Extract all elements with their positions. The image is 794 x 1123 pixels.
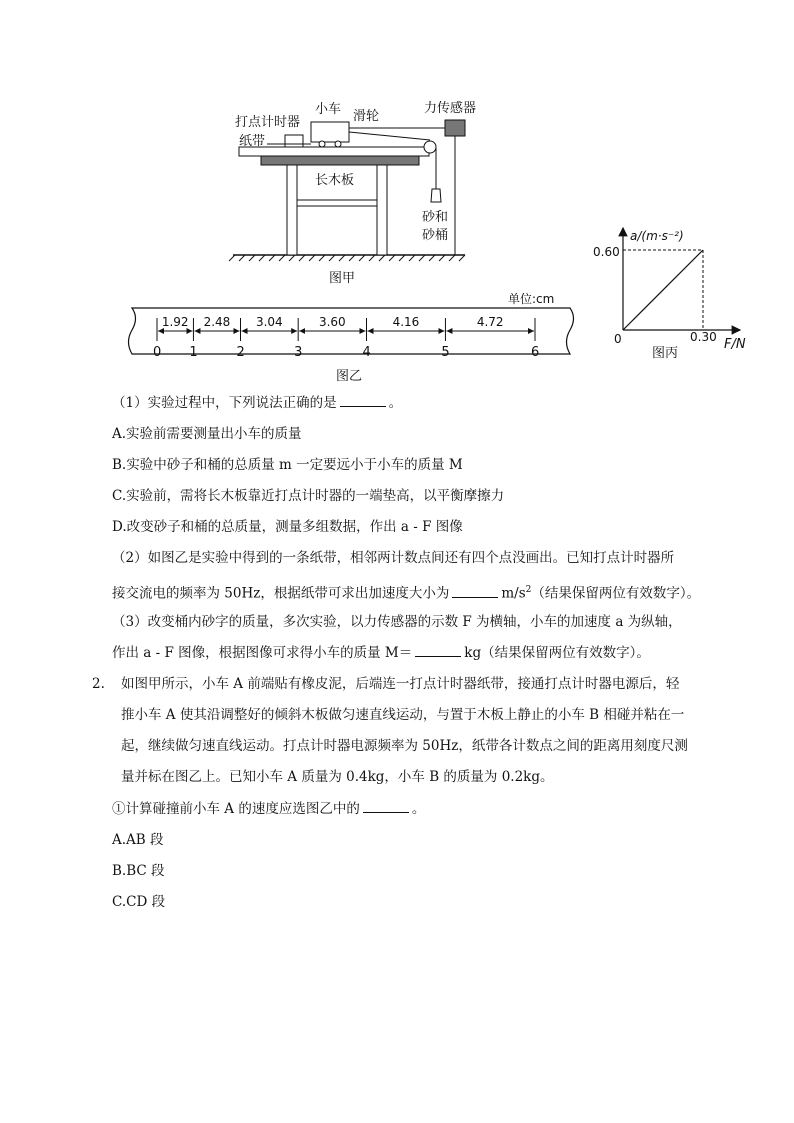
- p2-option-c: C.CD 段: [112, 894, 166, 910]
- q2-blank[interactable]: [452, 584, 498, 598]
- q3-line-1: （3）改变桶内砂字的质量，多次实验，以力传感器的示数 F 为横轴，小车的加速度 a 为纵轴，: [112, 614, 682, 630]
- tape-distance-label: 4.16: [392, 315, 420, 329]
- tape-figure: [122, 288, 582, 386]
- p2-number: 2.: [92, 676, 105, 692]
- p2-line-4: 量并标在图乙上。已知小车 A 质量为 0.4kg，小车 B 的质量为 0.2kg。: [121, 769, 554, 785]
- q1-option-d: D.改变砂子和桶的总质量，测量多组数据，作出 a - F 图像: [112, 519, 463, 535]
- tape-distance-label: 4.72: [476, 315, 504, 329]
- graph-y-label: a/(m·s⁻²): [630, 229, 684, 243]
- a-f-graph: [590, 222, 760, 364]
- tape-distance-label: 3.04: [255, 315, 283, 329]
- q1-option-c: C.实验前，需将长木板靠近打点计时器的一端垫高，以平衡摩擦力: [112, 488, 505, 504]
- tape-point-label: 4: [362, 345, 371, 360]
- p2-blank[interactable]: [363, 799, 409, 813]
- caption-fig-c: 图丙: [652, 346, 679, 361]
- label-sensor: 力传感器: [424, 101, 477, 116]
- tape-point-label: 3: [294, 345, 303, 360]
- graph-x-tick: 0.30: [690, 330, 717, 344]
- p2-option-b: B.BC 段: [112, 863, 165, 879]
- tape-point-label: 1: [189, 345, 198, 360]
- q1-blank[interactable]: [340, 393, 386, 407]
- p2-sub-question: ①计算碰撞前小车 A 的速度应选图乙中的 。: [112, 801, 426, 817]
- apparatus-figure: [225, 92, 485, 287]
- tape-point-label: 2: [236, 345, 245, 360]
- tape-point-label: 0: [153, 345, 162, 360]
- graph-y-tick: 0.60: [593, 245, 620, 259]
- q3-line-2: 作出 a - F 图像，根据图像可求得小车的质量 M＝ kg（结果保留两位有效数字）。: [112, 645, 650, 661]
- tape-point-label: 5: [441, 345, 450, 360]
- tape-distance-label: 2.48: [203, 315, 231, 329]
- graph-data-line: [623, 250, 703, 330]
- tape-distance-label: 3.60: [318, 315, 346, 329]
- label-cart: 小车: [315, 102, 342, 117]
- graph-origin: 0: [614, 332, 622, 346]
- q3-blank[interactable]: [415, 643, 461, 657]
- label-board: 长木板: [315, 173, 355, 188]
- label-pulley: 滑轮: [353, 109, 380, 124]
- tape-distance-label: 1.92: [161, 315, 189, 329]
- q1-stem: （1）实验过程中，下列说法正确的是 。: [112, 395, 403, 411]
- graph-x-label: F/N: [724, 337, 746, 352]
- p2-line-2: 推小车 A 使其沿调整好的倾斜木板做匀速直线运动，与置于木板上静止的小车 B 相碰并粘在一: [121, 707, 685, 723]
- p2-option-a: A.AB 段: [112, 832, 164, 848]
- label-bucket-2: 砂桶: [422, 228, 449, 243]
- p2-line-3: 起，继续做匀速直线运动。打点计时器电源频率为 50Hz，纸带各计数点之间的距离用刻度尺测: [121, 738, 688, 754]
- label-bucket-1: 砂和: [422, 210, 449, 225]
- label-tape: 纸带: [239, 134, 266, 149]
- tape-point-label: 6: [531, 345, 540, 360]
- q1-option-b: B.实验中砂子和桶的总质量 m 一定要远小于小车的质量 M: [112, 457, 463, 473]
- q2-line-1: （2）如图乙是实验中得到的一条纸带，相邻两计数点间还有四个点没画出。已知打点计时器所: [112, 550, 675, 566]
- caption-fig-a: 图甲: [329, 271, 356, 286]
- q2-line-2: 接交流电的频率为 50Hz，根据纸带可求出加速度大小为 $m/s^2$（结果保留两位有效数字）。: [112, 585, 701, 602]
- label-timer: 打点计时器: [235, 115, 301, 130]
- p2-line-1: 如图甲所示，小车 A 前端贴有橡皮泥，后端连一打点计时器纸带，接通打点计时器电源后，轻: [121, 676, 680, 692]
- caption-fig-b: 图乙: [336, 369, 363, 384]
- tape-unit: 单位:cm: [508, 292, 555, 306]
- q1-option-a: A.实验前需要测量出小车的质量: [112, 426, 302, 442]
